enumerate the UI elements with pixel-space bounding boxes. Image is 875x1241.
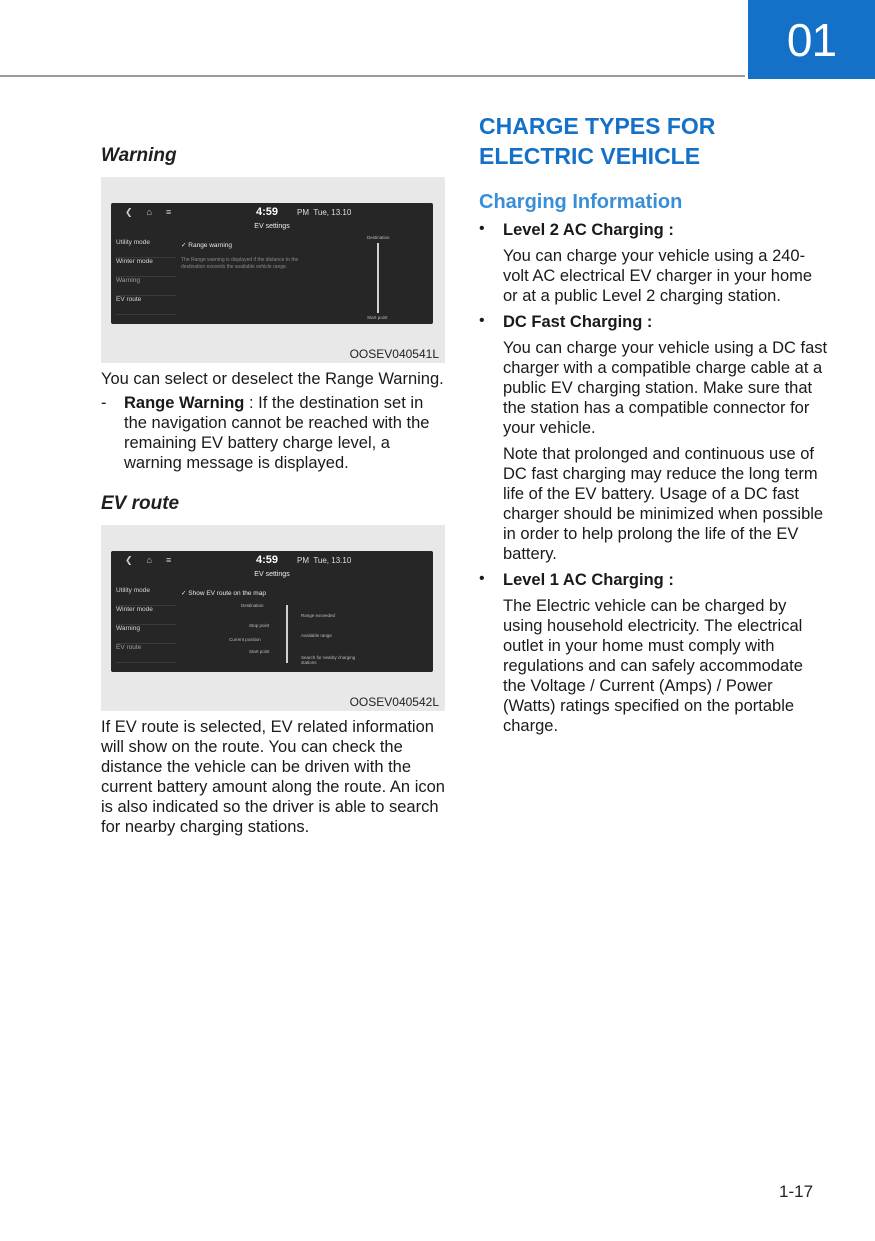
route-label: Stop point — [249, 623, 270, 628]
back-icon: ❮ — [125, 555, 147, 565]
menu-icon: ≡ — [165, 207, 186, 217]
screen-option: ✓ Show EV route on the map — [181, 590, 266, 597]
subsection-title: Charging Information — [479, 191, 683, 213]
screen-ampm: PM — [297, 556, 309, 565]
menu-item: Utility mode — [116, 239, 176, 258]
dash-marker: - — [101, 394, 107, 412]
menu-item: Utility mode — [116, 587, 176, 606]
screen-nav-icons — [125, 555, 185, 566]
menu-item: Winter mode — [116, 606, 176, 625]
destination-label: Destination — [367, 235, 390, 240]
side-label: Search for nearby charging stations — [301, 655, 356, 665]
dash-item — [101, 393, 445, 473]
bullet-paragraph: The Electric vehicle can be charged by using household electricity. The electrical outlet in your home must comply with regulations and can safely accommodate the Voltage / Current (Amps) / Power (Watts) ratings specified on the portable charge. — [503, 597, 803, 735]
bullet-paragraph: You can charge your vehicle using a 240-volt AC electrical EV charger in your home or at a public Level 2 charging station. — [503, 247, 813, 305]
paragraph: You can select or deselect the Range Warning. — [101, 370, 444, 388]
screen-title: EV settings — [254, 571, 290, 578]
screen-title: EV settings — [254, 223, 290, 230]
bullet-dot-icon: • — [479, 220, 485, 237]
ev-settings-screen — [111, 203, 433, 324]
screen-description: The Range warning is displayed if the distance to the destination exceeds the available vehicle range. — [181, 257, 299, 270]
screen-option-label: Range warning — [188, 242, 232, 249]
bullet-title: Level 1 AC Charging : — [503, 571, 674, 589]
bullet-paragraph: Note that prolonged and continuous use of DC fast charging may reduce the long term life of the EV battery. Usage of a DC fast charger should be minimized when possible in order to help prolong the life of the EV battery. — [503, 445, 824, 563]
side-label: Range exceeded — [301, 613, 336, 618]
screen-date-value: Tue, 13.10 — [313, 208, 352, 217]
screen-date — [297, 208, 351, 217]
screen-time: 4:59 — [256, 554, 279, 566]
left-column — [101, 145, 445, 837]
bullet-title: Level 2 AC Charging : — [503, 221, 674, 239]
route-label: Start point — [249, 649, 270, 654]
route-label: Destination — [241, 603, 264, 608]
screen-date — [297, 556, 351, 565]
menu-item: EV route — [116, 296, 176, 315]
screen-menu — [116, 587, 176, 663]
screen-option: ✓ Range warning — [181, 242, 232, 249]
header-rule — [0, 75, 745, 77]
section-title: CHARGE TYPES FOR ELECTRIC VEHICLE — [479, 113, 716, 169]
bullet-dot-icon: • — [479, 312, 485, 329]
screen-option-label: Show EV route on the map — [188, 590, 266, 597]
menu-icon: ≡ — [165, 555, 186, 565]
paragraph: If EV route is selected, EV related information will show on the route. You can check the distance the vehicle can be driven with the current battery amount along the route. An icon is also indicated so the driver is able to search for nearby charging stations. — [101, 718, 445, 836]
page-number: 1-17 — [779, 1182, 814, 1201]
ev-settings-screen — [111, 551, 433, 672]
chapter-tab: 01 — [748, 0, 875, 79]
route-line — [286, 605, 288, 663]
screen-ampm: PM — [297, 208, 309, 217]
bullet-paragraph: You can charge your vehicle using a DC fast charger with a compatible charge cable at a public EV charging station. Make sure that the station has a compatible connector for your vehicle. — [503, 339, 828, 437]
screen-date-value: Tue, 13.10 — [313, 556, 352, 565]
figure-ev-route — [101, 525, 445, 711]
dash-term: Range Warning — [124, 394, 245, 412]
bullet-item — [479, 312, 829, 564]
ev-route-heading: EV route — [101, 493, 180, 514]
menu-item: Warning — [116, 625, 176, 644]
screen-nav-icons — [125, 207, 185, 218]
figure-id: OOSEV040541L — [349, 347, 439, 361]
bullet-dot-icon: • — [479, 570, 485, 587]
bullet-item — [479, 220, 829, 306]
home-icon: ⌂ — [146, 555, 166, 565]
dash-text: : If the destination set in the navigation cannot be reached with the remaining EV battery charge level, a warning message is displayed. — [124, 394, 430, 472]
side-label: Available range — [301, 633, 332, 638]
back-icon: ❮ — [125, 207, 147, 217]
menu-item: Winter mode — [116, 258, 176, 277]
screen-menu — [116, 239, 176, 315]
start-label: Start point — [367, 315, 388, 320]
right-column — [479, 111, 829, 736]
menu-item-selected: EV route — [116, 644, 176, 663]
route-label: Current position — [229, 637, 261, 642]
menu-item-selected: Warning — [116, 277, 176, 296]
bullet-item — [479, 570, 829, 736]
screen-time: 4:59 — [256, 206, 279, 218]
warning-heading: Warning — [101, 145, 177, 166]
figure-id: OOSEV040542L — [349, 695, 439, 709]
home-icon: ⌂ — [146, 207, 166, 217]
figure-warning — [101, 177, 445, 363]
bullet-title: DC Fast Charging : — [503, 313, 653, 331]
route-line — [377, 243, 379, 313]
